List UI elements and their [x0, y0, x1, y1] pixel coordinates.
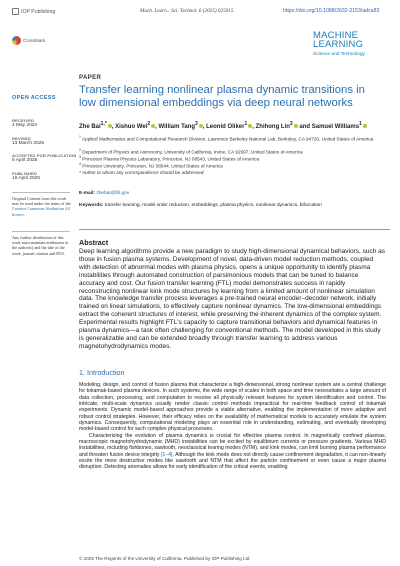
history-accepted	[12, 153, 77, 163]
iop-logo-icon	[12, 8, 19, 15]
author[interactable]: Samuel Williams$^1$	[311, 121, 362, 130]
email-link[interactable]: zhebai@lbl.gov	[96, 191, 130, 196]
author[interactable]: Zhihong Lin$^2$	[255, 121, 293, 130]
citation-link[interactable]: [1–4]	[160, 451, 173, 458]
crossmark-badge[interactable]	[12, 36, 50, 45]
side-divider	[12, 231, 70, 232]
introduction-text	[79, 382, 386, 471]
history-value: 16 April 2025	[12, 176, 41, 181]
history-value: 4 May 2024	[12, 123, 38, 128]
email-label: E-mail:	[79, 191, 95, 196]
affiliation: $^4$ Princeton University, Princeton, NJ 08544, United States of America	[79, 162, 223, 169]
affiliation: $^2$ Department of Physics and Astronomy, University of California, Irvine, CA 92697, United States of America	[79, 148, 303, 155]
history-published	[12, 171, 40, 181]
author[interactable]: Xishuo Wei$^2$	[115, 121, 151, 130]
history-label: REVISED	[12, 136, 31, 141]
journal-brand-subtitle: Science and Technology	[313, 52, 365, 57]
affiliation: $^1$ Applied Mathematics and Computational Research Division, Lawrence Berkeley National Lab, Berkeley, CA 94720, United States of America	[79, 135, 374, 142]
history-value: 13 March 2025	[12, 141, 44, 146]
orcid-icon[interactable]	[199, 124, 203, 128]
abstract-text: Deep learning algorithms provide a new paradigm to study high-dimensional dynamical behaviors, such as those in fusion plasma systems. Development of novel, data-driven model reduction methods, coupled with detection of abnormal modes with plasma physics, opens a unique opportunity to identify plasma instabilities through automated construction of parsimonious models that can be tuned to balance accuracy and cost. Our fusion transfer learning (FTL) model demonstrates success in rapidly reconstructing nonlinear kink mode structures by learning from a limited amount of nonlinear simulation data. The knowledge transfer process leverages a pre-trained neural encoder–decoder network, initially trained on linear simulations, to effectively capture nonlinear dynamics. The low-dimensional embeddings extract the coherent structures of interest, while preserving the inherent dynamics of the complex system. Experimental results highlight FTL's capacity to capture transitional behaviors and dynamical features in plasma dynamics—a task often challenging for conventional methods. The model developed in this study is generalizable and can be extended broadly through transfer learning to address various magnetohydrodynamics modes.	[79, 248, 386, 350]
affiliation: $^3$ Princeton Plasma Physics Laboratory, Princeton, NJ 08543, United States of America	[79, 155, 260, 162]
side-divider	[12, 192, 70, 193]
paragraph: Modeling, design, and control of fusion plasma that characterize a high-dimensional, strong nonlinear system are a central challenge for tokamak-based plasma devices. In such systems, the wide range of scales in both space and time necessitates a large amount of data collection, processing, and computation to resolve all physically relevant features for system identification and control. The intricate, multi-scale dynamics usually render classic control methods impractical for real-time feedback control of tokamak experiments. Dynamic model-based approaches provide a viable alternative, enabling the implementation of more adaptive and robust control strategies. However, their efficacy relies on the availability of mathematical models to accurately emulate the system dynamics. Consequently, computational modeling plays an essential role in understanding, estimating, and eventually developing model-based control for such complex physical processes.	[79, 382, 386, 433]
copyright-footer: © 2025 The Regents of the University of California. Published by IOP Publishing Ltd	[79, 556, 250, 561]
history-revised	[12, 136, 44, 146]
keywords-value: transfer learning, model order reduction, embeddings, plasma physics, nonlinear dynamics, bifurcation	[104, 203, 322, 208]
paper-title: Transfer learning nonlinear plasma dynamic transitions in low dimensional embeddings via deep neural networks	[79, 84, 365, 109]
license-link[interactable]: Creative Commons Attribution 4.0 licence.	[12, 206, 71, 217]
abstract-top-rule	[79, 229, 390, 230]
open-access-label: OPEN ACCESS	[12, 95, 56, 101]
paragraph: Characterizing the evolution of plasma dynamics is crucial for effective plasma control. In magnetically confined plasmas, macroscopic magnetohydrodynamic (MHD) instabilities can be excited by equilibrium currents or pressure gradients. Various MHD instabilities, including fishbones, sawtooth, neoclassical tearing modes (NTM), and kink modes, can limit burning plasma performance and threaten fusion device integrity [1–4]. Although the kink mode does not directly cause confinement degradation, it can non-linearly excite the more destructive modes like sawtooth and NTM that affect the particle confinement or even cause a major plasma disruption. Detecting anomalies allows for early identification of the critical events, enabling	[79, 432, 386, 471]
journal-brand-line1: MACHINE	[313, 30, 359, 41]
history-received	[12, 118, 37, 128]
journal-brand-line2: LEARNING	[313, 39, 364, 50]
crossmark-icon	[12, 36, 21, 45]
crossmark-label: CrossMark	[23, 38, 46, 43]
section-heading-introduction: 1. Introduction	[79, 368, 125, 377]
keywords-label: Keywords:	[79, 203, 104, 208]
author[interactable]: Leonid Oliker$^1$	[206, 121, 248, 130]
license-text: Original Content from this work may be used under the terms of the	[12, 196, 71, 207]
publisher-name: IOP Publishing	[21, 8, 56, 15]
history-label: PUBLISHED	[12, 171, 37, 176]
license-note	[12, 196, 72, 217]
publisher-logo	[12, 8, 55, 15]
history-value: 8 April 2025	[12, 158, 38, 163]
doi-link[interactable]: https://doi.org/10.1088/2632-2153/adca83	[283, 8, 380, 14]
orcid-icon[interactable]	[108, 124, 112, 128]
corresponding-author-note: * Author to whom any correspondence should be addressed.	[79, 170, 205, 175]
journal-reference: Mach. Learn.: Sci. Technol. 6 (2025) 025015	[140, 8, 234, 14]
author[interactable]: William Tang$^3$	[158, 121, 198, 130]
journal-brand	[313, 31, 363, 49]
history-label: RECEIVED	[12, 118, 35, 123]
keywords-row	[79, 203, 322, 208]
orcid-icon[interactable]	[363, 124, 367, 128]
author[interactable]: Zhe Bai$^{1,*}$	[79, 121, 107, 130]
abstract-heading: Abstract	[79, 238, 109, 247]
email-row	[79, 191, 129, 196]
history-label: ACCEPTED FOR PUBLICATION	[12, 153, 77, 158]
orcid-icon[interactable]	[294, 124, 298, 128]
author-list: Zhe Bai$^{1,*}$ , Xishuo Wei$^2$ , William Tang$^3$ , Leonid Oliker$^1$ , Zhihong Lin$^2$ and Samuel Williams$^1$	[79, 121, 389, 130]
orcid-icon[interactable]	[248, 124, 252, 128]
orcid-icon[interactable]	[151, 124, 155, 128]
distribution-note: Any further distribution of this work must maintain attribution to the author(s) and the title of the work, journal citation and DOI.	[12, 235, 69, 256]
paper-type-label: PAPER	[79, 75, 102, 81]
